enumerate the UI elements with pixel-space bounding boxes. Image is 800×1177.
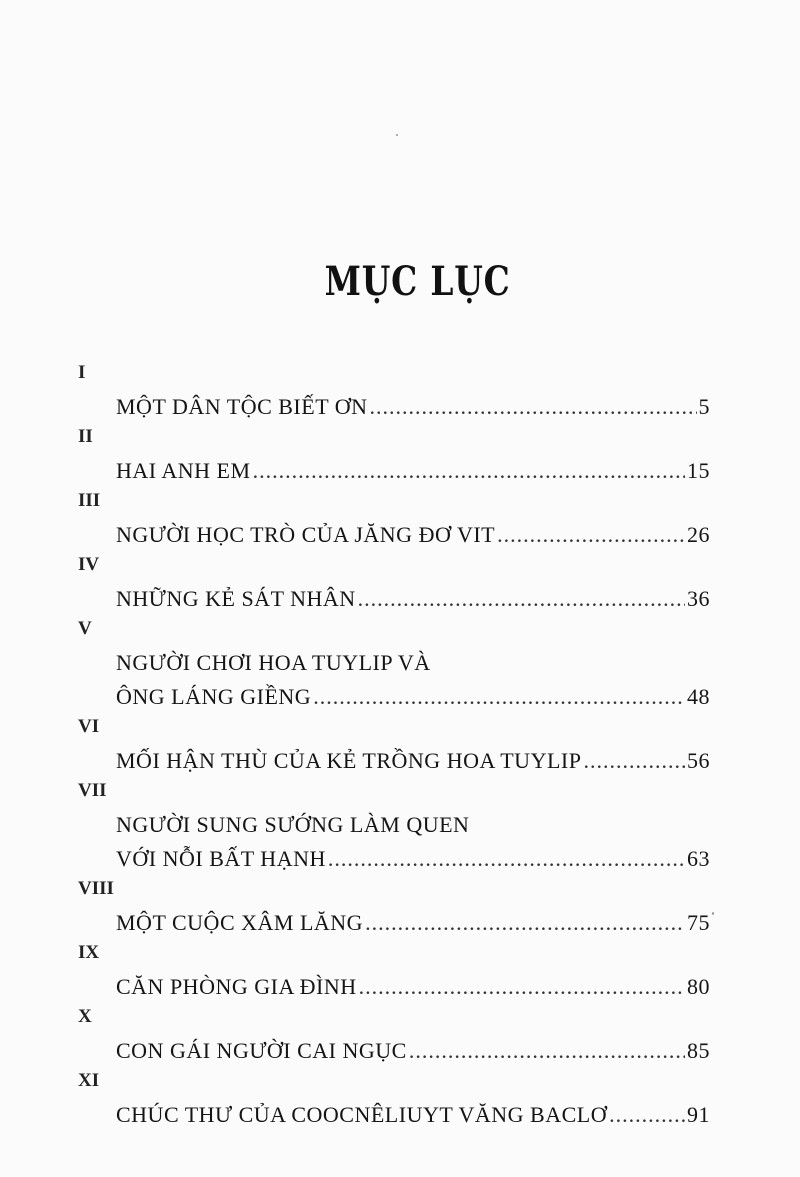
page-number: 80 bbox=[687, 974, 710, 999]
toc-entry[interactable] bbox=[116, 646, 710, 714]
dot-leader bbox=[497, 518, 685, 552]
toc-entry[interactable] bbox=[116, 518, 710, 552]
page-number: 26 bbox=[687, 522, 710, 547]
dot-leader bbox=[359, 970, 685, 1004]
dot-leader bbox=[365, 906, 685, 940]
toc-entry-row bbox=[116, 518, 710, 552]
chapter-numeral: VIII bbox=[78, 878, 114, 899]
chapter-numeral: III bbox=[78, 490, 101, 511]
toc-entry-title: NGƯỜI CHƠI HOA TUYLIP VÀ bbox=[116, 650, 431, 675]
toc-entry-row bbox=[116, 390, 710, 424]
dot-leader bbox=[313, 680, 685, 714]
toc-entry[interactable] bbox=[116, 744, 710, 778]
toc-entry[interactable] bbox=[116, 970, 710, 1004]
chapter-numeral: II bbox=[78, 426, 93, 447]
dot-leader bbox=[409, 1034, 685, 1068]
dot-leader bbox=[328, 842, 685, 876]
toc-entry-title: VỚI NỖI BẤT HẠNH bbox=[116, 846, 326, 871]
toc-entry-title: ÔNG LÁNG GIỀNG bbox=[116, 684, 312, 709]
page-number: 63 bbox=[687, 846, 710, 871]
chapter-numeral: X bbox=[78, 1006, 92, 1027]
page-number: 56 bbox=[687, 748, 710, 773]
dot-leader bbox=[253, 454, 685, 488]
toc-entry[interactable] bbox=[116, 1098, 710, 1132]
toc-entry-title: CON GÁI NGƯỜI CAI NGỤC bbox=[116, 1038, 407, 1063]
toc-entry-title: MỘT CUỘC XÂM LĂNG bbox=[116, 910, 364, 935]
dot-leader bbox=[370, 390, 697, 424]
page-number: 15 bbox=[687, 458, 710, 483]
toc-entry[interactable] bbox=[116, 808, 710, 876]
toc-entry[interactable] bbox=[116, 390, 710, 424]
page-number: 75 bbox=[687, 910, 710, 935]
page-number: 5 bbox=[698, 394, 710, 419]
toc-entry[interactable] bbox=[116, 906, 710, 940]
toc-entry-row bbox=[116, 1034, 710, 1068]
toc-entry-row bbox=[116, 1098, 710, 1132]
toc-entry-row bbox=[116, 970, 710, 1004]
dot-leader bbox=[609, 1098, 685, 1132]
chapter-numeral: XI bbox=[78, 1070, 100, 1091]
page-number: 91 bbox=[687, 1102, 710, 1127]
toc-entry-row bbox=[116, 680, 710, 714]
page-number: 85 bbox=[687, 1038, 710, 1063]
toc-entry[interactable] bbox=[116, 1034, 710, 1068]
chapter-numeral: IX bbox=[78, 942, 100, 963]
chapter-numeral: IV bbox=[78, 554, 100, 575]
toc-entry-title: MỘT DÂN TỘC BIẾT ƠN bbox=[116, 394, 368, 419]
toc-entry-row bbox=[116, 454, 710, 488]
chapter-numeral: V bbox=[78, 618, 92, 639]
dot-leader bbox=[583, 744, 685, 778]
toc-entry-title: NGƯỜI HỌC TRÒ CỦA JĂNG ĐƠ VIT bbox=[116, 522, 496, 547]
chapter-numeral: I bbox=[78, 362, 86, 383]
page-number: 36 bbox=[687, 586, 710, 611]
toc-entry[interactable] bbox=[116, 454, 710, 488]
toc-entry-row bbox=[116, 744, 710, 778]
chapter-numeral: VI bbox=[78, 716, 100, 737]
toc-entry-row bbox=[116, 906, 710, 940]
chapter-numeral: VII bbox=[78, 780, 107, 801]
toc-entry[interactable] bbox=[116, 582, 710, 616]
paper-speck bbox=[396, 134, 398, 136]
paper-speck bbox=[712, 912, 714, 915]
toc-entry-title: HAI ANH EM bbox=[116, 458, 251, 483]
toc-entry-row bbox=[116, 842, 710, 876]
toc-entry-title: CĂN PHÒNG GIA ĐÌNH bbox=[116, 974, 357, 999]
toc-entry-title: CHÚC THƯ CỦA COOCNÊLIUYT VĂNG BACLƠ bbox=[116, 1102, 608, 1127]
dot-leader bbox=[358, 582, 685, 616]
toc-entry-row bbox=[116, 582, 710, 616]
page-number: 48 bbox=[687, 684, 710, 709]
page-title: MỤC LỤC bbox=[324, 258, 511, 305]
toc-entry-title: NHỮNG KẺ SÁT NHÂN bbox=[116, 586, 356, 611]
toc-entry-title: MỐI HẬN THÙ CỦA KẺ TRỒNG HOA TUYLIP bbox=[116, 748, 582, 773]
toc-entry-title: NGƯỜI SUNG SƯỚNG LÀM QUEN bbox=[116, 812, 470, 837]
